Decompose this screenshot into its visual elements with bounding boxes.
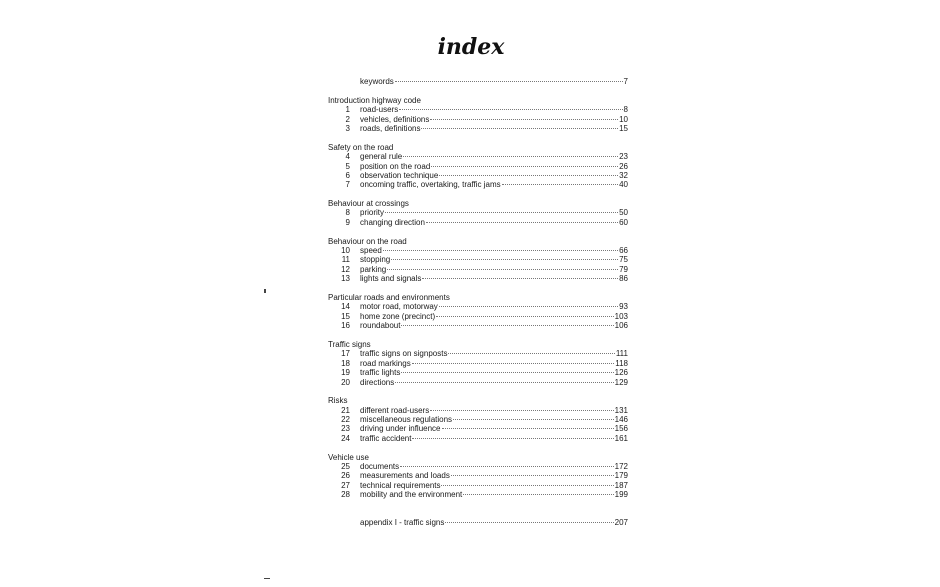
table-of-contents (328, 77, 628, 528)
toc-entry-page: 7 (623, 77, 628, 86)
toc-section (328, 96, 628, 134)
toc-entry-label: different road-users (360, 405, 430, 415)
toc-entry (328, 246, 628, 255)
dot-leader (395, 381, 613, 383)
toc-entry-number: 14 (341, 302, 350, 312)
toc-entry (328, 378, 628, 387)
toc-entry-label: speed (360, 246, 382, 256)
toc-entry-page: 93 (619, 302, 628, 312)
toc-entry-number: 8 (345, 208, 350, 218)
dot-leader (412, 362, 615, 364)
toc-entry-page: 207 (614, 518, 628, 528)
toc-entry (328, 152, 628, 161)
toc-entry (328, 349, 628, 358)
toc-entry (328, 218, 628, 227)
toc-entry-label: position on the road (360, 161, 431, 171)
toc-entry-number: 2 (345, 114, 350, 124)
toc-entry (328, 171, 628, 180)
toc-entry-label: traffic accident (360, 433, 412, 443)
toc-entry-page: 126 (614, 368, 628, 378)
dot-leader (453, 418, 614, 420)
toc-entry-number: 13 (341, 274, 350, 284)
section-heading: Risks (328, 396, 348, 406)
toc-entry-label: traffic signs on signposts (360, 349, 448, 359)
toc-section (328, 199, 628, 227)
toc-entry-number: 26 (341, 471, 350, 481)
toc-entry-number: 4 (345, 152, 350, 162)
toc-entry-page: 26 (619, 161, 628, 171)
dot-leader (445, 521, 613, 523)
toc-section (328, 396, 628, 443)
toc-entry-label: documents (360, 462, 400, 472)
dot-leader (421, 127, 618, 129)
dot-leader (403, 155, 618, 157)
toc-entry-label: miscellaneous regulations (360, 415, 453, 425)
dot-leader (395, 80, 623, 82)
toc-entry (328, 124, 628, 133)
toc-entry-label: motor road, motorway (360, 302, 438, 312)
section-heading: Introduction highway code (328, 95, 421, 105)
toc-entry-page: 86 (619, 274, 628, 284)
toc-entry-number: 27 (341, 480, 350, 490)
toc-entry-label: lights and signals (360, 274, 422, 284)
dot-leader (439, 174, 618, 176)
toc-entry-number: 12 (341, 264, 350, 274)
toc-entry-number: 7 (345, 180, 350, 190)
toc-entry (328, 368, 628, 377)
section-heading: Behaviour at crossings (328, 199, 409, 209)
dot-leader (439, 305, 618, 307)
toc-entry-number: 6 (345, 170, 350, 180)
toc-entry-page: 199 (614, 490, 628, 500)
page-title: index (437, 34, 505, 60)
toc-entry-label: oncoming traffic, overtaking, traffic jams (360, 180, 501, 190)
section-heading: Particular roads and environments (328, 292, 450, 302)
toc-entry (328, 415, 628, 424)
toc-entry (328, 265, 628, 274)
toc-entry-page: 60 (619, 217, 628, 227)
toc-entry-label: parking (360, 264, 387, 274)
toc-entry-number: 1 (345, 105, 350, 115)
section-heading: Safety on the road (328, 142, 394, 152)
toc-entry-label: mobility and the environment (360, 490, 463, 500)
dot-leader (401, 324, 613, 326)
toc-entry (328, 312, 628, 321)
dot-leader (441, 484, 613, 486)
toc-entry-page: 75 (619, 255, 628, 265)
toc-entry-number: 15 (341, 311, 350, 321)
toc-entry-page: 118 (615, 358, 628, 368)
toc-entry-page: 131 (614, 405, 628, 415)
dot-leader (430, 409, 613, 411)
toc-entry-label: roads, definitions (360, 123, 421, 133)
toc-entry-page: 172 (614, 462, 628, 472)
toc-section (328, 143, 628, 190)
toc-entry-appendix (328, 518, 628, 527)
dot-leader (463, 493, 613, 495)
toc-entry (328, 471, 628, 480)
toc-entry (328, 105, 628, 114)
toc-entry-number: 19 (341, 368, 350, 378)
scan-mark (264, 578, 270, 579)
toc-entry (328, 302, 628, 311)
toc-entry-number: 20 (341, 377, 350, 387)
dot-leader (422, 277, 618, 279)
toc-entry-page: 40 (619, 180, 628, 190)
toc-entry-page: 8 (623, 105, 628, 115)
dot-leader (430, 118, 618, 120)
toc-entry-label: changing direction (360, 217, 425, 227)
dot-leader (387, 268, 618, 270)
toc-entry-page: 66 (619, 246, 628, 256)
toc-entry-label: traffic lights (360, 368, 401, 378)
scan-mark (264, 289, 266, 293)
toc-entry (328, 359, 628, 368)
toc-entry-label: technical requirements (360, 480, 441, 490)
toc-entry (328, 490, 628, 499)
toc-entry-label: home zone (precinct) (360, 311, 436, 321)
toc-entry-number: 17 (341, 349, 350, 359)
toc-entry-page: 111 (615, 349, 628, 359)
toc-entry-label: stopping (360, 255, 391, 265)
toc-sections (328, 96, 628, 500)
section-heading: Traffic signs (328, 339, 371, 349)
toc-entry-keywords (328, 77, 628, 86)
toc-entry (328, 162, 628, 171)
toc-entry-number: 22 (341, 415, 350, 425)
toc-entry (328, 406, 628, 415)
toc-entry-label: appendix I - traffic signs (360, 518, 445, 528)
toc-entry-number: 10 (341, 246, 350, 256)
toc-entry-page: 15 (619, 123, 628, 133)
toc-entry-label: roundabout (360, 321, 401, 331)
dot-leader (385, 211, 618, 213)
toc-entry-number: 18 (341, 358, 350, 368)
dot-leader (448, 352, 614, 354)
dot-leader (502, 183, 618, 185)
toc-entry (328, 255, 628, 264)
dot-leader (451, 474, 614, 476)
toc-entry-label: road-users (360, 105, 399, 115)
toc-entry-page: 129 (614, 377, 628, 387)
dot-leader (436, 315, 613, 317)
dot-leader (400, 465, 614, 467)
dot-leader (401, 371, 613, 373)
toc-entry-label: priority (360, 208, 385, 218)
toc-entry-number: 5 (345, 161, 350, 171)
toc-entry-label: measurements and loads (360, 471, 450, 481)
toc-entry-number: 3 (345, 123, 350, 133)
toc-entry-label: driving under influence (360, 424, 441, 434)
toc-entry-page: 156 (614, 424, 628, 434)
toc-entry-number: 23 (341, 424, 350, 434)
toc-entry (328, 115, 628, 124)
toc-entry (328, 462, 628, 471)
dot-leader (431, 165, 618, 167)
dot-leader (383, 249, 618, 251)
toc-entry (328, 274, 628, 283)
dot-leader (412, 437, 613, 439)
section-heading: Behaviour on the road (328, 236, 407, 246)
toc-entry-page: 79 (619, 264, 628, 274)
dot-leader (442, 427, 614, 429)
dot-leader (426, 221, 618, 223)
toc-entry-page: 187 (614, 480, 628, 490)
toc-entry-number: 9 (345, 217, 350, 227)
toc-entry-page: 10 (619, 114, 628, 124)
toc-entry (328, 321, 628, 330)
toc-section (328, 237, 628, 284)
toc-entry (328, 434, 628, 443)
toc-entry-page: 161 (614, 433, 628, 443)
toc-entry-label: general rule (360, 152, 403, 162)
dot-leader (391, 258, 618, 260)
toc-section (328, 453, 628, 500)
toc-section (328, 340, 628, 387)
toc-entry-page: 23 (619, 152, 628, 162)
toc-entry-number: 24 (341, 433, 350, 443)
toc-entry (328, 424, 628, 433)
toc-entry-page: 50 (619, 208, 628, 218)
toc-entry-page: 103 (614, 311, 628, 321)
toc-entry (328, 208, 628, 217)
toc-entry-label: observation technique (360, 170, 439, 180)
toc-entry-page: 106 (614, 321, 628, 331)
toc-entry (328, 481, 628, 490)
toc-entry-number: 25 (341, 462, 350, 472)
toc-entry-page: 146 (614, 415, 628, 425)
toc-entry-number: 28 (341, 490, 350, 500)
toc-entry-page: 179 (614, 471, 628, 481)
document-page (264, 0, 678, 587)
section-heading: Vehicle use (328, 452, 369, 462)
toc-entry-number: 16 (341, 321, 350, 331)
toc-section (328, 293, 628, 331)
dot-leader (399, 108, 622, 110)
toc-entry (328, 180, 628, 189)
toc-entry-number: 21 (341, 405, 350, 415)
toc-entry-number: 11 (341, 255, 350, 265)
toc-entry-page: 32 (619, 170, 628, 180)
toc-entry-label: vehicles, definitions (360, 114, 430, 124)
toc-entry-label: directions (360, 377, 395, 387)
toc-entry-label: keywords (360, 77, 394, 86)
toc-entry-label: road markings (360, 358, 411, 368)
